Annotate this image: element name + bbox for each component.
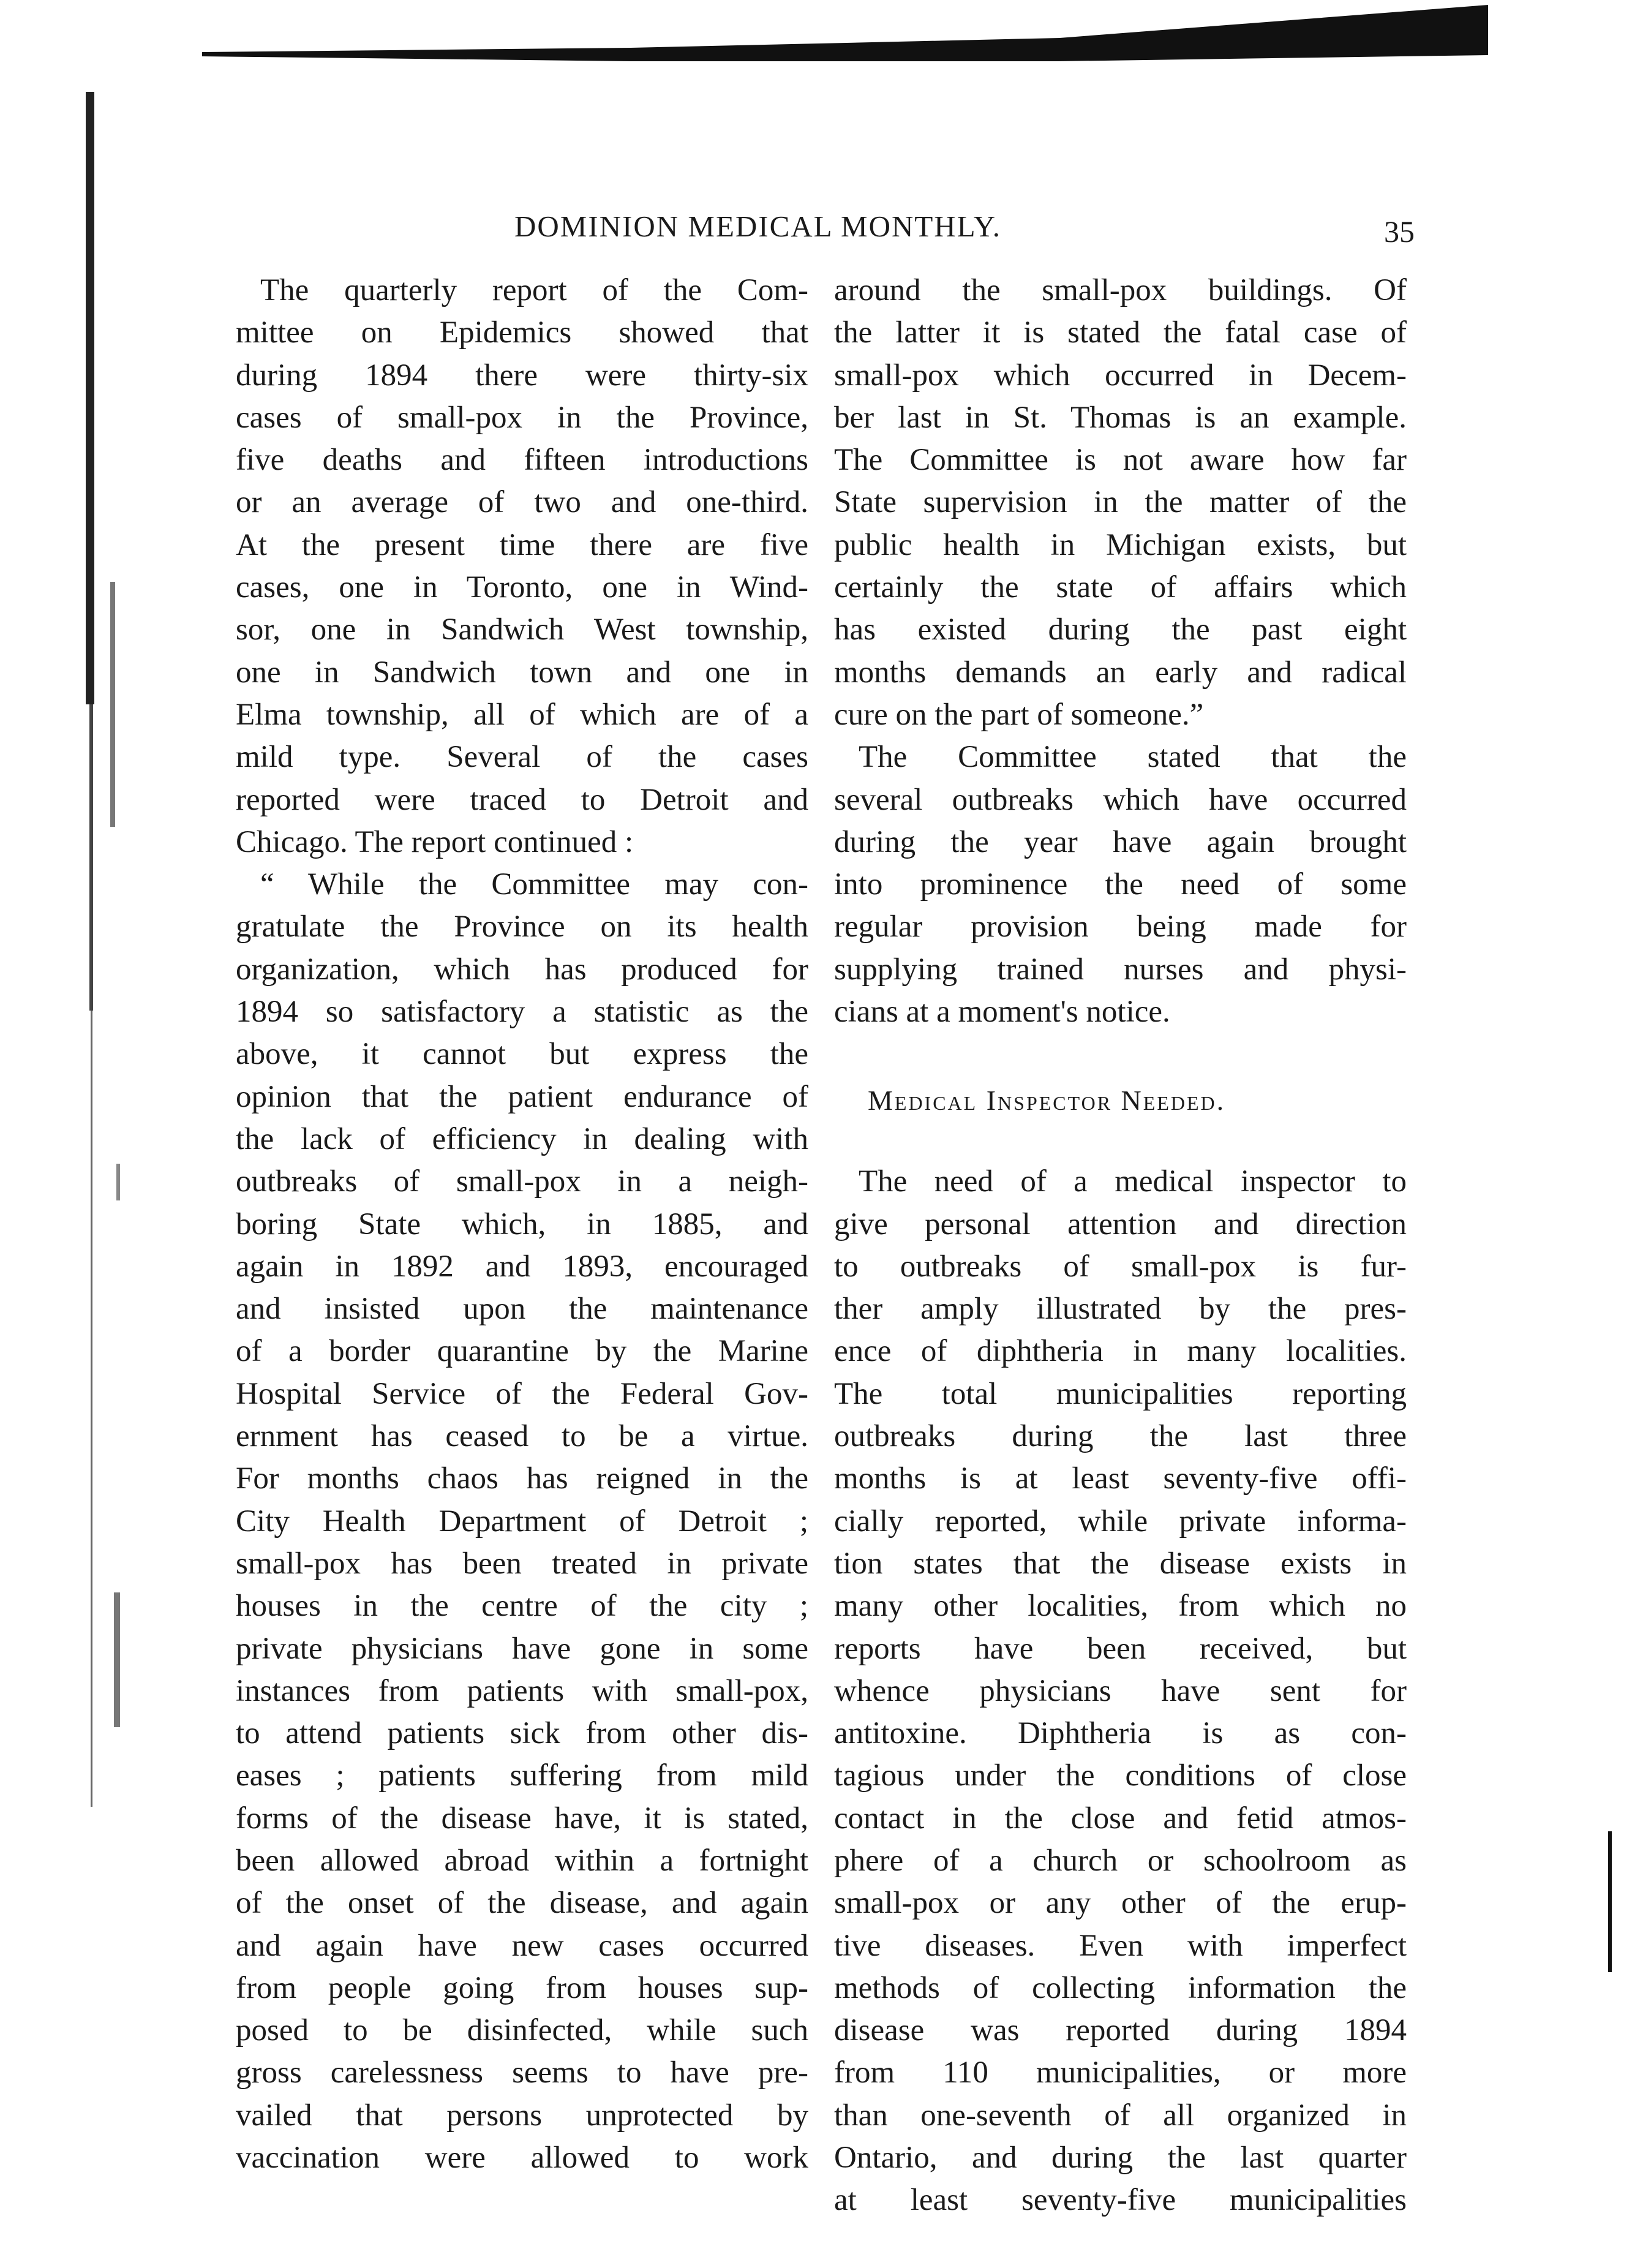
text-line: or an average of two and one-third.: [236, 485, 808, 520]
text-line: phere of a church or schoolroom as: [834, 1843, 1407, 1878]
text-line: regular provision being made for: [834, 910, 1407, 944]
text-line: whence physicians have sent for: [834, 1673, 1407, 1708]
text-line: public health in Michigan exists, but: [834, 527, 1407, 562]
text-line: give personal attention and direction: [834, 1207, 1407, 1241]
running-head: [233, 205, 1415, 260]
text-line: The Committee is not aware how far: [834, 443, 1407, 478]
text-line: City Health Department of Detroit ;: [236, 1504, 808, 1539]
text-line: Elma township, all of which are of a: [236, 697, 808, 732]
text-line: The quarterly report of the Com-: [260, 273, 808, 307]
text-line: methods of collecting information the: [834, 1970, 1407, 2005]
text-line: disease was reported during 1894: [834, 2013, 1407, 2048]
text-line: cially reported, while private informa-: [834, 1504, 1407, 1539]
text-line: and insisted upon the maintenance: [236, 1292, 808, 1327]
text-line: At the present time there are five: [236, 527, 808, 562]
text-line: into prominence the need of some: [834, 867, 1407, 902]
text-line: Ontario, and during the last quarter: [834, 2141, 1407, 2176]
text-line: private physicians have gone in some: [236, 1631, 808, 1666]
text-line: Hospital Service of the Federal Gov-: [236, 1376, 808, 1411]
text-line: during 1894 there were thirty-six: [236, 358, 808, 393]
text-line: gratulate the Province on its health: [236, 910, 808, 944]
text-line: around the small-pox buildings. Of: [834, 273, 1407, 307]
right-column: [834, 269, 1407, 2222]
text-line: contact in the close and fetid atmos-: [834, 1801, 1407, 1836]
text-line: than one-seventh of all organized in: [834, 2098, 1407, 2133]
text-line: from 110 municipalities, or more: [834, 2055, 1407, 2090]
text-line: ence of diphtheria in many localities.: [834, 1334, 1407, 1369]
text-line: posed to be disinfected, while such: [236, 2013, 808, 2048]
text-line: again in 1892 and 1893, encouraged: [236, 1249, 808, 1284]
text-line: mild type. Several of the cases: [236, 740, 808, 775]
text-line: Chicago. The report continued :: [236, 824, 634, 859]
text-line: vaccination were allowed to work: [236, 2141, 808, 2176]
text-line: The total municipalities reporting: [834, 1376, 1407, 1411]
text-line: forms of the disease have, it is stated,: [236, 1801, 808, 1836]
edge-mark: [1604, 1831, 1614, 1972]
text-line: the latter it is stated the fatal case of: [834, 315, 1407, 350]
text-line: months is at least seventy-five offi-: [834, 1461, 1407, 1496]
text-line: ber last in St. Thomas is an example.: [834, 400, 1407, 435]
text-line: small-pox has been treated in private: [236, 1546, 808, 1581]
text-line: been allowed abroad within a fortnight: [236, 1843, 808, 1878]
text-line: many other localities, from which no: [834, 1589, 1407, 1624]
text-line: organization, which has produced for: [236, 952, 808, 987]
top-border-rule: [202, 0, 1488, 61]
text-line: outbreaks during the last three: [834, 1419, 1407, 1454]
text-line: boring State which, in 1885, and: [236, 1207, 808, 1241]
text-line: opinion that the patient endurance of: [236, 1079, 808, 1114]
text-line: one in Sandwich town and one in: [236, 655, 808, 690]
page-number: 35: [1384, 214, 1415, 249]
text-line: and again have new cases occurred: [236, 1928, 808, 1963]
text-line: antitoxine. Diphtheria is as con-: [834, 1716, 1407, 1751]
text-line: during the year have again brought: [834, 824, 1407, 859]
text-line: at least seventy-five municipalities: [834, 2183, 1407, 2218]
section-spacer: [834, 1033, 1407, 1076]
text-line: tive diseases. Even with imperfect: [834, 1928, 1407, 1963]
text-line: supplying trained nurses and physi-: [834, 952, 1407, 987]
section-spacer: [834, 1118, 1407, 1161]
text-line: houses in the centre of the city ;: [236, 1589, 808, 1624]
text-line: cases of small-pox in the Province,: [236, 400, 808, 435]
text-line: several outbreaks which have occurred: [834, 782, 1407, 817]
left-column: [236, 269, 808, 2179]
text-line: tion states that the disease exists in: [834, 1546, 1407, 1581]
text-line: eases ; patients suffering from mild: [236, 1758, 808, 1793]
text-line: cases, one in Toronto, one in Wind-: [236, 570, 808, 605]
text-line: has existed during the past eight: [834, 612, 1407, 647]
text-line: reported were traced to Detroit and: [236, 782, 808, 817]
text-line: cure on the part of someone.”: [834, 697, 1204, 732]
text-line: mittee on Epidemics showed that: [236, 315, 808, 350]
text-line: vailed that persons unprotected by: [236, 2098, 808, 2133]
text-line: above, it cannot but express the: [236, 1037, 808, 1072]
section-heading: Medical Inspector Needed.: [868, 1084, 1226, 1116]
text-line: instances from patients with small-pox,: [236, 1673, 808, 1708]
text-line: tagious under the conditions of close: [834, 1758, 1407, 1793]
text-line: State supervision in the matter of the: [834, 485, 1407, 520]
text-line: of a border quarantine by the Marine: [236, 1334, 808, 1369]
text-line: ernment has ceased to be a virtue.: [236, 1419, 808, 1454]
text-line: of the onset of the disease, and again: [236, 1886, 808, 1921]
text-line: outbreaks of small-pox in a neigh-: [236, 1164, 808, 1199]
text-line: For months chaos has reigned in the: [236, 1461, 808, 1496]
text-line: to outbreaks of small-pox is fur-: [834, 1249, 1407, 1284]
text-line: from people going from houses sup-: [236, 1970, 808, 2005]
text-line: The Committee stated that the: [859, 740, 1407, 775]
text-line: to attend patients sick from other dis-: [236, 1716, 808, 1751]
text-line: The need of a medical inspector to: [859, 1164, 1407, 1199]
text-line: cians at a moment's notice.: [834, 995, 1170, 1030]
text-line: the lack of efficiency in dealing with: [236, 1121, 808, 1156]
text-line: 1894 so satisfactory a statistic as the: [236, 995, 808, 1030]
text-line: sor, one in Sandwich West township,: [236, 612, 808, 647]
journal-title: DOMINION MEDICAL MONTHLY.: [514, 209, 1002, 243]
text-line: reports have been received, but: [834, 1631, 1407, 1666]
text-line: five deaths and fifteen introductions: [236, 443, 808, 478]
text-line: small-pox or any other of the erup-: [834, 1886, 1407, 1921]
text-line: ther amply illustrated by the pres-: [834, 1292, 1407, 1327]
text-line: months demands an early and radical: [834, 655, 1407, 690]
text-line: “ While the Committee may con-: [260, 867, 808, 902]
binding-edge-shadow: [73, 92, 141, 1807]
text-line: gross carelessness seems to have pre-: [236, 2055, 808, 2090]
text-line: small-pox which occurred in Decem-: [834, 358, 1407, 393]
text-line: certainly the state of affairs which: [834, 570, 1407, 605]
